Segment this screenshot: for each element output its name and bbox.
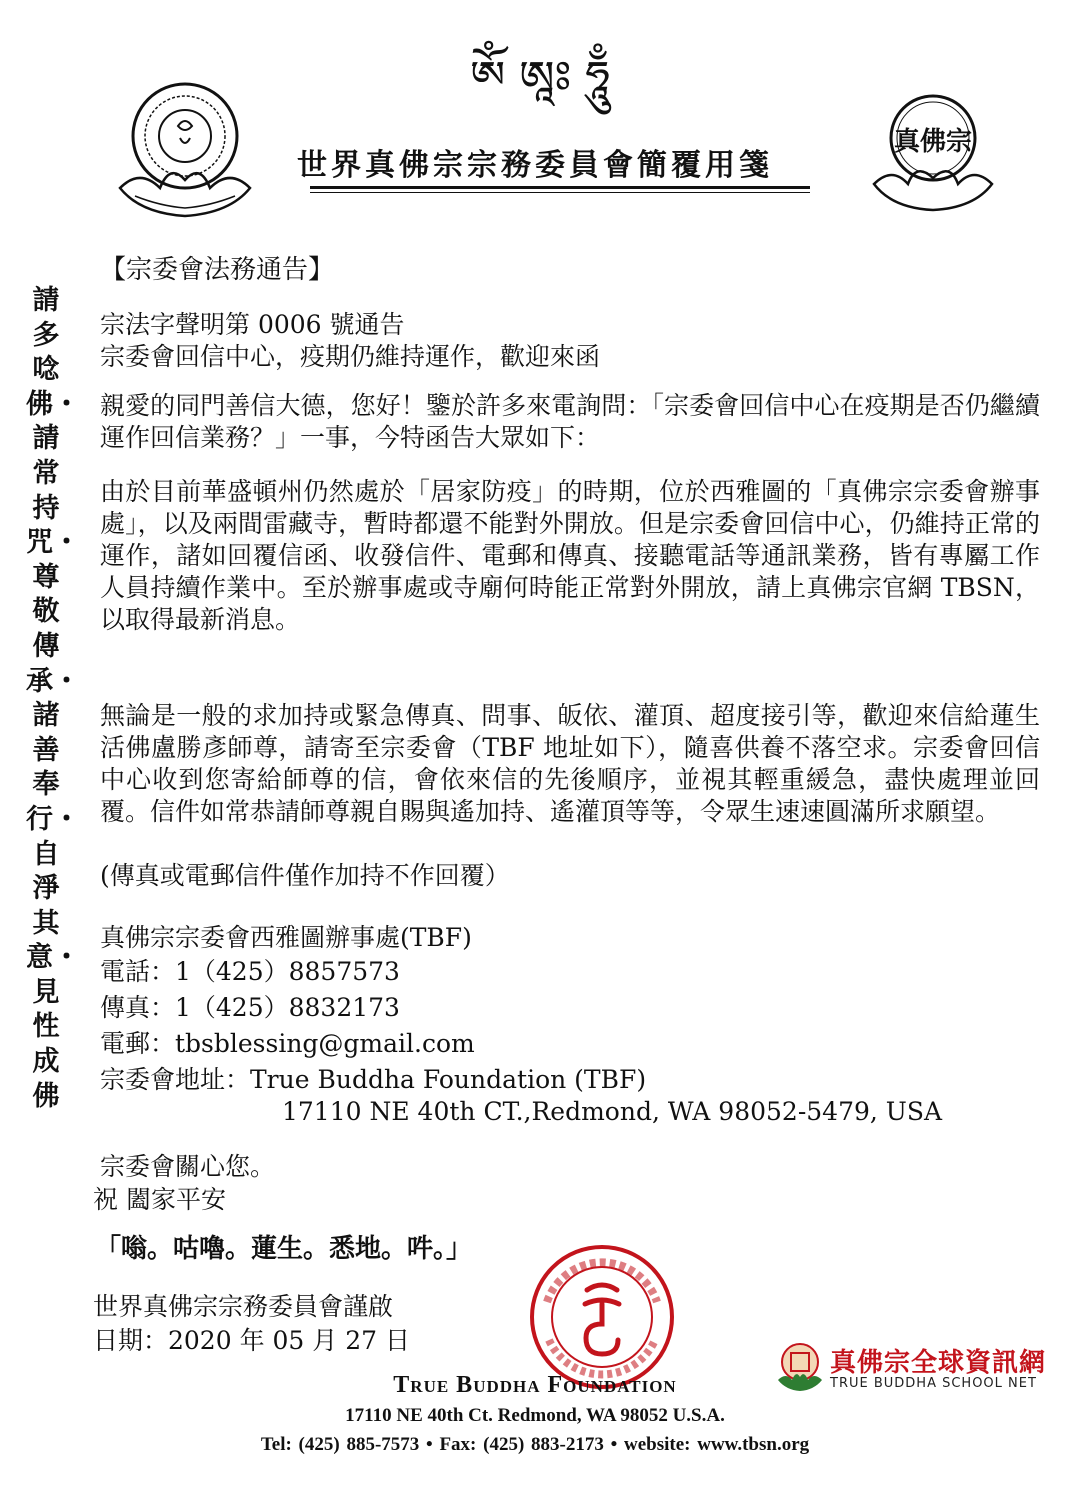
contact-office: 真佛宗宗委會西雅圖辦事處(TBF) (100, 923, 472, 952)
notice-header: 【宗委會法務通告】 (100, 255, 335, 285)
heart-mantra: 「嗡。咕嚕。蓮生。悉地。吽。」 (95, 1234, 473, 1264)
contact-fax: 傳真：1（425）8832173 (100, 993, 400, 1022)
notice-subject: 宗委會回信中心，疫期仍維持運作，歡迎來函 (100, 342, 601, 371)
notice-paragraph-note: (傳真或電郵信件僅作加持不作回覆） (100, 861, 510, 890)
contact-address: 宗委會地址：True Buddha Foundation (TBF) (100, 1065, 647, 1094)
tbsn-watermark-name: 真佛宗全球資訊網 (830, 1348, 1047, 1378)
signature-date: 日期：2020 年 05 月 27 日 (93, 1326, 410, 1355)
notice-ref-number: 宗法字聲明第 0006 號通告 (100, 310, 405, 339)
blessing-line: 祝 闔家平安 (93, 1185, 226, 1214)
lotus-seal-right (868, 86, 998, 226)
contact-address-line2: 17110 NE 40th CT.,Redmond, WA 98052-5479, USA (282, 1097, 943, 1126)
mantra-glyphs (440, 32, 640, 122)
svg-text:真佛宗: 真佛宗 (893, 127, 973, 157)
red-seal-stamp (527, 1242, 677, 1392)
signature-org: 世界真佛宗宗務委員會謹啟 (93, 1292, 394, 1321)
notice-paragraph: 親愛的同門善信大德，您好！鑒於許多來電詢問：「宗委會回信中心在疫期是否仍繼續運作回信業務？」一事，今特函告大眾如下： (100, 391, 1040, 452)
title-rule (310, 186, 810, 189)
closing-line: 宗委會關心您。 (100, 1152, 276, 1181)
letterhead-title: 世界真佛宗宗務委員會簡覆用箋 (297, 148, 773, 183)
contact-email: 電郵：tbsblessing@gmail.com (100, 1029, 475, 1058)
notice-paragraph: 無論是一般的求加持或緊急傳真、問事、皈依、灌頂、超度接引等，歡迎來信給蓮生活佛盧勝彥師尊，請寄至宗委會（TBF 地址如下），隨喜供養不落空求。宗委會回信中心收到您寄給師尊的信，會依來信的先後順序，並視其輕重緩急，盡快處理並回覆。信件如常恭請師尊親自賜與遙加持、遙灌頂等等，令眾生速速圓滿所求願望。 (100, 701, 1040, 826)
footer-address: 17110 NE 40th Ct. Redmond, WA 98052 U.S.A. (345, 1405, 725, 1426)
footer-org-name: True Buddha Foundation (393, 1372, 677, 1398)
svg-text:ༀ ཨཱཿ ཧཱུྃ: ༀ ཨཱཿ ཧཱུྃ (470, 52, 610, 103)
tbsn-watermark-subtitle: TRUE BUDDHA SCHOOL NET (830, 1376, 1037, 1391)
title-rule-thin (310, 192, 810, 193)
notice-paragraph: 由於目前華盛頓州仍然處於「居家防疫」的時期，位於西雅圖的「真佛宗宗委會辦事處」，以及兩間雷藏寺，暫時都還不能對外開放。但是宗委會回信中心，仍維持正常的運作，諸如回覆信函、收發信件、電郵和傳真、接聽電話等通訊業務，皆有專屬工作人員持續作業中。至於辦事處或寺廟何時能正常對外開放，請上真佛宗官網 TBSN，以取得最新消息。 (100, 477, 1040, 634)
tbsn-logo-icon (774, 1340, 826, 1392)
contact-phone: 電話：1（425）8857573 (100, 957, 400, 986)
side-motto: 請多唸佛・請常持咒・尊敬傳承・諸善奉行・自淨其意・見性成佛 (26, 285, 80, 1112)
footer-contacts: Tel: (425) 885-7573 • Fax: (425) 883-2173 • website: www.tbsn.org (260, 1434, 810, 1455)
